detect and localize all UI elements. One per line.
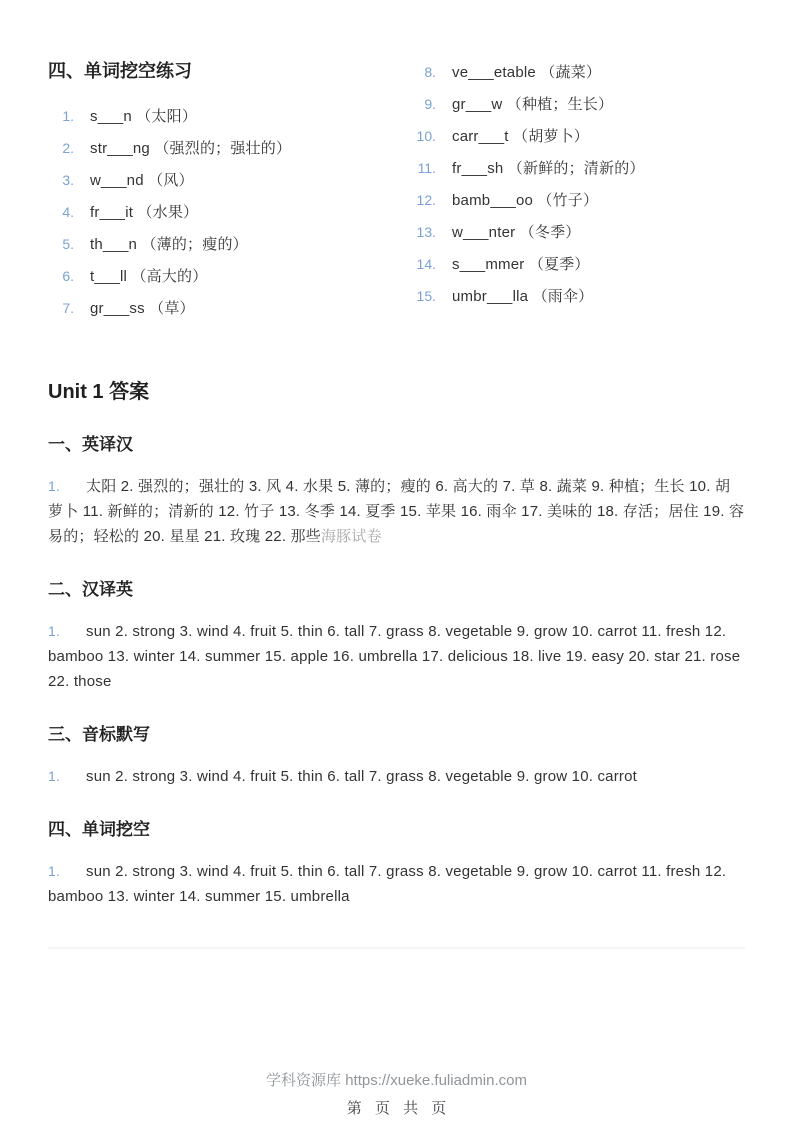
exercise-item bbox=[410, 254, 745, 286]
item-number: 3. bbox=[62, 172, 74, 188]
exercise-item bbox=[410, 286, 745, 318]
exercise-item bbox=[410, 62, 745, 94]
exercise-title: 四、单词挖空练习 bbox=[48, 61, 192, 81]
exercise-item bbox=[48, 170, 410, 202]
answer-lead-number: 1. bbox=[48, 863, 61, 879]
answer-lead-number: 1. bbox=[48, 478, 61, 494]
answer-paragraph bbox=[48, 619, 745, 694]
answer-heading: 一、英译汉 bbox=[48, 435, 133, 454]
exercise-item bbox=[48, 138, 410, 170]
footer-page-numbers: 第 页 共 页 bbox=[346, 1100, 447, 1117]
answer-lead-number: 1. bbox=[48, 623, 61, 639]
answer-section-cn-to-en bbox=[48, 579, 745, 694]
exercise-item bbox=[48, 106, 410, 138]
item-number: 11. bbox=[417, 160, 436, 176]
item-text: s___mmer （夏季） bbox=[452, 256, 590, 273]
footer-source-url: 学科资源库 https://xueke.fuliadmin.com bbox=[266, 1072, 527, 1089]
item-number: 7. bbox=[62, 300, 74, 316]
exercise-column-left bbox=[48, 60, 410, 330]
exercise-list-right bbox=[410, 62, 745, 318]
item-text: bamb___oo （竹子） bbox=[452, 192, 599, 209]
item-number: 12. bbox=[416, 192, 436, 208]
item-number: 14. bbox=[416, 256, 436, 272]
answer-text: sun 2. strong 3. wind 4. fruit 5. thin 6. tall 7. grass 8. vegetable 9. grow 10. carrot bbox=[86, 768, 638, 785]
item-number: 10. bbox=[416, 128, 436, 144]
item-text: s___n （太阳） bbox=[90, 108, 198, 125]
item-number: 4. bbox=[62, 204, 74, 220]
item-text: gr___ss （草） bbox=[90, 300, 195, 317]
item-number: 5. bbox=[62, 236, 74, 252]
answer-lead-number: 1. bbox=[48, 768, 61, 784]
answer-section-fill-blanks bbox=[48, 819, 745, 909]
item-text: ve___etable （蔬菜） bbox=[452, 64, 602, 81]
section-divider bbox=[48, 947, 745, 949]
item-text: umbr___lla （雨伞） bbox=[452, 288, 594, 305]
exercise-item bbox=[410, 190, 745, 222]
item-number: 8. bbox=[424, 64, 436, 80]
answer-heading: 四、单词挖空 bbox=[48, 820, 150, 839]
exercise-item bbox=[48, 202, 410, 234]
item-text: str___ng （强烈的；强壮的） bbox=[90, 140, 292, 157]
item-number: 9. bbox=[424, 96, 436, 112]
answer-section-en-to-cn bbox=[48, 434, 745, 549]
watermark-text: 海豚试卷 bbox=[320, 528, 382, 545]
answer-section-phonetics bbox=[48, 724, 745, 789]
exercise-item bbox=[410, 126, 745, 158]
exercise-item bbox=[48, 298, 410, 330]
exercise-item bbox=[48, 266, 410, 298]
exercise-item bbox=[48, 234, 410, 266]
item-text: th___n （薄的；瘦的） bbox=[90, 236, 248, 253]
exercise-section bbox=[48, 60, 745, 330]
item-number: 13. bbox=[416, 224, 436, 240]
page-footer bbox=[0, 1069, 793, 1118]
item-number: 1. bbox=[62, 108, 74, 124]
item-number: 2. bbox=[62, 140, 74, 156]
exercise-item bbox=[410, 94, 745, 126]
answer-paragraph bbox=[48, 764, 745, 789]
exercise-item bbox=[410, 222, 745, 254]
exercise-item bbox=[410, 158, 745, 190]
item-text: gr___w （种植；生长） bbox=[452, 96, 614, 113]
item-number: 15. bbox=[416, 288, 436, 304]
exercise-list-left bbox=[48, 106, 410, 330]
item-text: carr___t （胡萝卜） bbox=[452, 128, 589, 145]
item-text: w___nd （风） bbox=[90, 172, 194, 189]
answer-heading: 二、汉译英 bbox=[48, 580, 133, 599]
item-text: w___nter （冬季） bbox=[452, 224, 581, 241]
answer-heading: 三、音标默写 bbox=[48, 725, 150, 744]
item-text: fr___sh （新鲜的；清新的） bbox=[452, 160, 645, 177]
answer-paragraph bbox=[48, 474, 745, 549]
exercise-column-right bbox=[410, 60, 745, 318]
answer-text: sun 2. strong 3. wind 4. fruit 5. thin 6. tall 7. grass 8. vegetable 9. grow 10. carrot 11. fresh 12. bamboo 13. winter 14. summer 15. umbrella bbox=[48, 863, 727, 905]
item-text: t___ll （高大的） bbox=[90, 268, 208, 285]
answer-text: 太阳 2. 强烈的；强壮的 3. 风 4. 水果 5. 薄的；瘦的 6. 高大的 7. 草 8. 蔬菜 9. 种植；生长 10. 胡萝卜 11. 新鲜的；清新的 12. 竹子 13. 冬季 14. 夏季 15. 苹果 16. 雨伞 17. 美味的 18. 存活；居住 19. 容易的；轻松的 20. 星星 21. 玫瑰 22. 那些 bbox=[48, 478, 745, 545]
answers-title: Unit 1 答案 bbox=[48, 381, 150, 403]
item-number: 6. bbox=[62, 268, 74, 284]
answer-paragraph bbox=[48, 859, 745, 909]
item-text: fr___it （水果） bbox=[90, 204, 199, 221]
answer-text: sun 2. strong 3. wind 4. fruit 5. thin 6. tall 7. grass 8. vegetable 9. grow 10. carrot 11. fresh 12. bamboo 13. winter 14. summer 15. apple 16. umbrella 17. delicious 18. live 19. easy 20. star 21. rose 22. those bbox=[48, 623, 741, 690]
